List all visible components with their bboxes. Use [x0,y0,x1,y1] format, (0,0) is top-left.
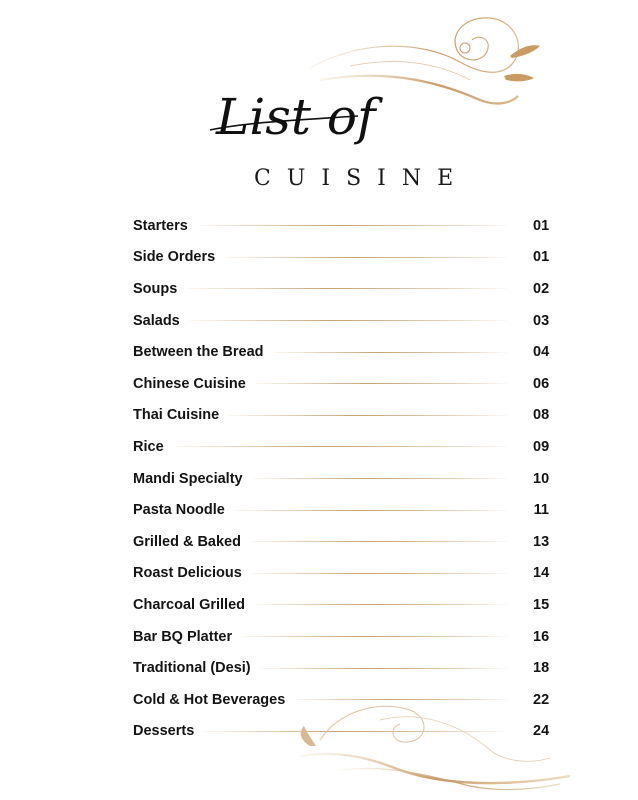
item-page-number: 10 [533,470,550,487]
leader-line [253,478,507,479]
leader-line [256,383,507,384]
item-page-number: 14 [533,565,550,582]
list-item [133,336,549,368]
item-label: Soups [133,281,187,297]
title-script [208,72,388,172]
item-page-number: 15 [533,596,550,613]
list-item [133,305,549,337]
list-item [133,589,549,621]
list-item [133,368,549,400]
item-page-number: 01 [533,217,550,234]
leader-line [187,288,507,289]
item-page-number: 04 [533,344,550,361]
item-page-number: 22 [533,691,550,708]
item-label: Starters [133,218,198,234]
leader-line [229,415,507,416]
item-page-number: 13 [533,533,550,550]
list-item [133,431,549,463]
leader-line [251,541,507,542]
item-label: Bar BQ Platter [133,629,242,645]
item-label: Between the Bread [133,344,274,360]
item-label: Traditional (Desi) [133,660,261,676]
item-label: Cold & Hot Beverages [133,692,295,708]
item-page-number: 01 [533,249,550,266]
item-page-number: 09 [533,438,550,455]
leader-line [261,668,507,669]
list-item [133,242,549,274]
item-label: Roast Delicious [133,565,252,581]
swirl-ornament-bottom [280,680,580,800]
item-label: Grilled & Baked [133,534,251,550]
title-script-text: List of [216,88,376,146]
item-page-number: 02 [533,280,550,297]
item-label: Side Orders [133,249,225,265]
item-page-number: 03 [533,312,550,329]
leader-line [252,573,507,574]
leader-line [225,257,507,258]
list-item [133,558,549,590]
title-subtitle: CUISINE [254,166,470,191]
item-label: Salads [133,313,190,329]
leader-line [255,604,507,605]
item-label: Pasta Noodle [133,502,235,518]
leader-line [174,446,507,447]
item-label: Chinese Cuisine [133,376,256,392]
list-item [133,400,549,432]
item-page-number: 18 [533,660,550,677]
item-page-number: 06 [533,375,550,392]
item-page-number: 24 [533,723,550,740]
leader-line [242,636,507,637]
list-item [133,494,549,526]
list-item [133,526,549,558]
leader-line [274,352,507,353]
item-page-number: 08 [533,407,550,424]
leader-line [190,320,507,321]
title-script-lettering [208,72,388,172]
list-item [133,463,549,495]
item-label: Thai Cuisine [133,407,229,423]
item-page-number: 16 [533,628,550,645]
list-item [133,621,549,653]
list-item [133,210,549,242]
item-label: Mandi Specialty [133,471,253,487]
item-label: Charcoal Grilled [133,597,255,613]
item-label: Desserts [133,723,204,739]
item-label: Rice [133,439,174,455]
cuisine-list [133,210,549,747]
leader-line [198,225,507,226]
list-item [133,273,549,305]
leader-line [235,510,507,511]
item-page-number: 11 [533,502,549,519]
